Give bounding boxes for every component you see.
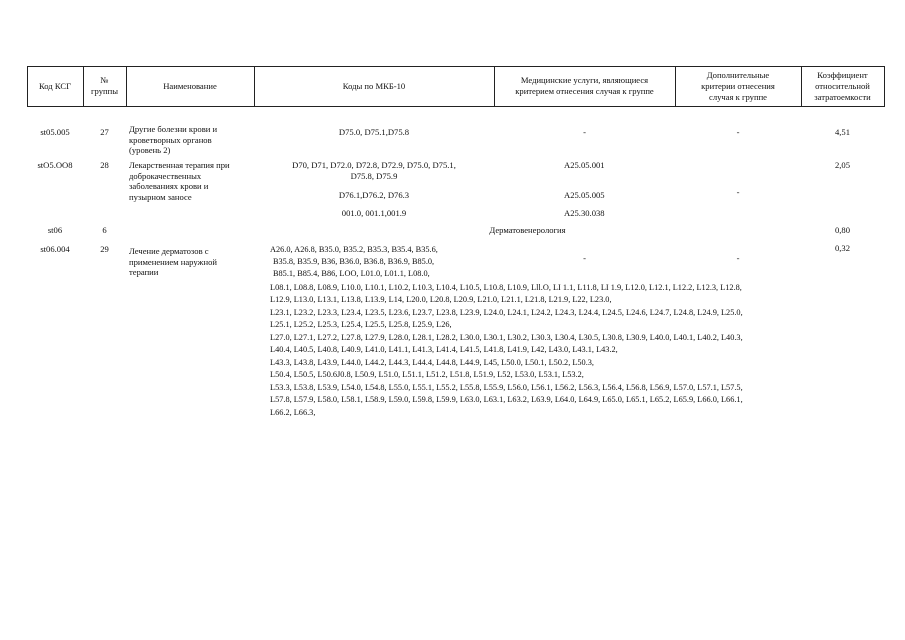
header-extra-text: критерии отнесения xyxy=(701,80,775,91)
row-mkb-line: L57.8, L57.9, L58.0, L58.1, L58.9, L59.0, L59.8, L59.9, L63.0, L63.1, L63.2, L63.9, L64.0, L64.9, L65.0, L65.1, L65.2, L65.9, L66.0, L66.1, xyxy=(270,395,743,404)
row-service: A25.05.001 xyxy=(564,160,605,170)
row-mkb-line: L25.1, L25.2, L25.3, L25.4, L25.5, L25.8, L25.9, L26, xyxy=(270,320,452,329)
header-services xyxy=(494,66,675,106)
row-mkb-line: L12.9, L13.0, L13.1, L13.8, L13.9, L14, L20.0, L20.8, L20.9, L21.0, L21.1, L21.8, L21.9, L22, L23.0, xyxy=(270,295,612,304)
row-group: 27 xyxy=(100,127,109,137)
section-coefficient: 0,80 xyxy=(834,225,851,235)
header-coefficient xyxy=(801,66,884,106)
row-mkb-line: L40.4, L40.5, L40.8, L40.9, L41.0, L41.1, L41.3, L41.4, L41.5, L41.8, L41.9, L42, L43.0, L43.1, L43.2, xyxy=(270,345,618,354)
row-mkb-line: A26.0, A26.8, B35.0, B35.2, B35.3, B35.4, B35.6, xyxy=(270,245,438,254)
row-name xyxy=(129,246,217,278)
row-mkb: D75.0, D75.1,D75.8 xyxy=(338,127,410,137)
row-name-line: применением наружной xyxy=(129,256,217,267)
header-code-text: Код КСГ xyxy=(38,80,72,91)
row-name-line: терапии xyxy=(129,267,159,277)
row-mkb xyxy=(254,160,494,181)
row-coefficient: 4,51 xyxy=(834,127,851,137)
header-mkb-text: Коды по МКБ-10 xyxy=(342,80,406,91)
row-service: - xyxy=(583,253,586,263)
header-code xyxy=(27,66,83,106)
header-name-text: Наименование xyxy=(163,80,217,91)
header-group-no-text: № xyxy=(100,75,109,85)
row-coefficient: 2,05 xyxy=(834,160,851,170)
row-mkb-line: B85.1, B85.4, B86, LOO, L01.0, L01.1, L08.0, xyxy=(273,269,430,278)
header-services-text: Медицинские услуги, являющиеся xyxy=(520,75,649,85)
row-code: st05.005 xyxy=(40,127,70,137)
row-mkb-line: D70, D71, D72.0, D72.8, D72.9, D75.0, D75.1, xyxy=(292,160,456,170)
row-mkb-line: B35.8, B35.9, B36, B36.0, B36.8, B36.9, B85.0, xyxy=(273,257,435,266)
row-coefficient: 0,32 xyxy=(834,243,851,253)
row-mkb-line: L66.2, L66.3, xyxy=(270,408,316,417)
row-name-line: Лечение дерматозов с xyxy=(129,246,209,256)
row-mkb-line: L43.3, L43.8, L43.9, L44.0, L44.2, L44.3, L44.4, L44.8, L44.9, L45, L50.0, L50.1, L50.2, L50.3, xyxy=(270,358,595,367)
header-extra-criteria xyxy=(675,66,801,106)
row-mkb-line: L50.4, L50.5, L50.6J0.8, L50.9, L51.0, L51.1, L51.2, L51.8, L51.9, L52, L53.0, L53.1, L53.2, xyxy=(270,370,584,379)
header-mkb xyxy=(254,66,494,106)
header-extra-text: случая к группе xyxy=(709,91,767,102)
row-name-line: (уровень 2) xyxy=(129,145,171,155)
row-name-line: доброкачественных xyxy=(129,170,202,181)
row-mkb: 001.0, 001.1,001.9 xyxy=(341,208,407,218)
row-group: 28 xyxy=(100,160,109,170)
row-extra: - xyxy=(736,187,740,197)
row-service: A25.05.005 xyxy=(564,190,605,200)
row-name-line: Лекарственная терапия при xyxy=(129,160,230,170)
row-group: 29 xyxy=(100,244,109,254)
row-mkb-line: L08.1, L08.8, L08.9, L10.0, L10.1, L10.2, L10.3, L10.4, L10.5, L10.8, L10.9, Lll.O, LI 1.1, L11.8, LI 1.9, L12.0, L12.1, L12.2, L12.3, L12.8, xyxy=(270,283,742,292)
row-name-line: кроветворных органов xyxy=(129,134,212,145)
row-service: A25.30.038 xyxy=(564,208,605,218)
row-name-line: пузырном заносе xyxy=(129,191,192,202)
row-extra: - xyxy=(736,127,740,137)
row-mkb-line: L23.1, L23.2, L23.3, L23.4, L23.5, L23.6, L23.7, L23.8, L23.9, L24.0, L24.1, L24.2, L24.3, L24.4, L24.5, L24.6, L24.7, L24.8, L24.9, L25.0, xyxy=(270,308,743,317)
row-mkb-line: L53.3, L53.8, L53.9, L54.0, L54.8, L55.0, L55.1, L55.2, L55.8, L55.9, L56.0, L56.1, L56.2, L56.3, L56.4, L56.8, L56.9, L57.0, L57.1, L57.5, xyxy=(270,383,743,392)
row-name-line: заболеваниях крови и xyxy=(129,181,209,191)
header-coef-text: Коэффициент xyxy=(817,69,868,80)
row-extra: - xyxy=(736,253,740,263)
header-extra-text: Дополнительные xyxy=(706,69,770,80)
section-group: 6 xyxy=(102,225,107,235)
section-code: st06 xyxy=(47,225,63,235)
header-name xyxy=(126,66,254,106)
column-divider xyxy=(884,66,885,106)
row-name-line: Другие болезни крови и xyxy=(129,124,218,134)
header-coef-text: относительной xyxy=(815,80,870,91)
row-service: - xyxy=(583,127,586,137)
header-services-text: критерием отнесения случая к группе xyxy=(515,86,654,96)
header-bottom-rule xyxy=(27,106,885,107)
row-name xyxy=(129,160,230,202)
header-coef-text: затратоемкости xyxy=(814,91,871,102)
row-code: st06.004 xyxy=(40,244,70,254)
row-mkb-line: L27.0, L27.1, L27.2, L27.8, L27.9, L28.0, L28.1, L28.2, L30.0, L30.1, L30.2, L30.3, L30.4, L30.5, L30.8, L30.9, L40.0, L40.1, L40.2, L40.3, xyxy=(270,333,743,342)
section-title: Дерматовенерология xyxy=(489,225,566,235)
header-group-no xyxy=(83,66,126,106)
header-group-no-text: группы xyxy=(91,86,118,96)
row-mkb-line: D75.8, D75.9 xyxy=(350,170,398,181)
row-code: stO5.OO8 xyxy=(37,160,73,170)
row-name xyxy=(129,124,217,156)
row-mkb: D76.1,D76.2, D76.3 xyxy=(338,190,410,200)
